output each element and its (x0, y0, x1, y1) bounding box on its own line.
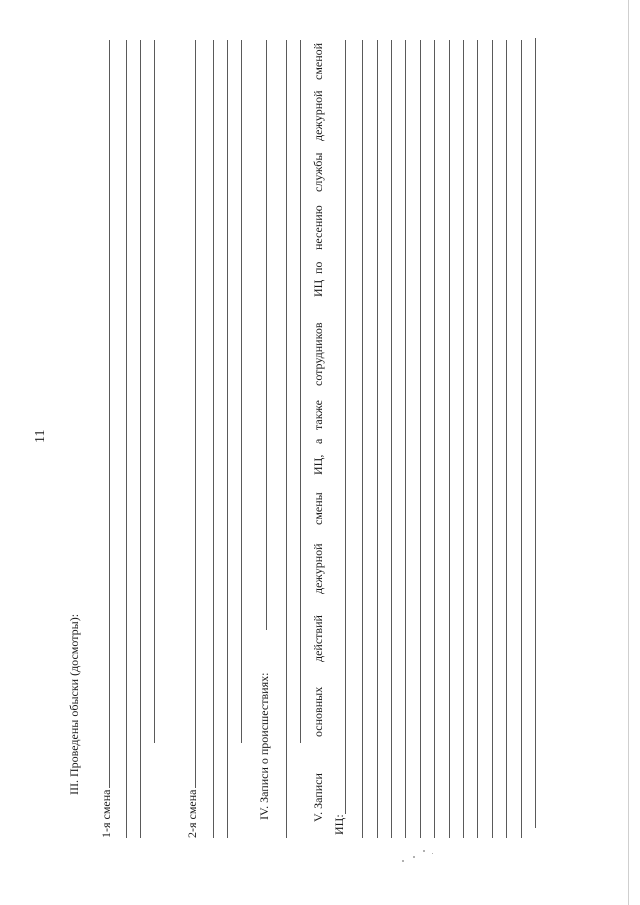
shift-1-entry-line-4 (154, 40, 155, 743)
section-5-word: дежурной (311, 90, 325, 141)
shift-1-entry-line-2 (126, 40, 127, 838)
section-5-word: службы (311, 152, 325, 192)
page-number: 11 (33, 429, 48, 443)
section-5-word: а (311, 438, 325, 444)
shift-2-entry-line-2 (213, 40, 214, 838)
activity-entry-line-14 (535, 38, 536, 828)
section-5-word: основных (311, 686, 325, 737)
section-5-word: сотрудников (311, 322, 325, 386)
scan-speck (423, 850, 425, 852)
activity-entry-line-10 (477, 40, 478, 838)
incident-entry-line-2 (286, 40, 287, 838)
section-5-word: ИЦ, (311, 454, 325, 475)
shift-2-entry-line-4 (241, 40, 242, 743)
section-5-continuation: ИЦ: (332, 814, 346, 835)
shift-2-entry-line-1 (195, 40, 196, 788)
scan-speck (402, 860, 404, 862)
incident-entry-line-3 (300, 40, 301, 743)
activity-entry-line-9 (463, 40, 464, 838)
shift-1-label: 1-я смена (99, 789, 113, 838)
activity-entry-line-12 (506, 40, 507, 838)
section-5-word: по (311, 261, 325, 274)
page-edge (628, 0, 629, 905)
section-3-title: III. Проведены обыски (досмотры): (67, 613, 81, 795)
shift-1-entry-line-1 (109, 40, 110, 788)
activity-entry-line-3 (377, 40, 378, 838)
section-4-title: IV. Записи о происшествиях: (257, 672, 271, 820)
scan-speck (413, 856, 415, 858)
incident-entry-line-1 (266, 40, 267, 630)
activity-entry-line-2 (362, 40, 363, 838)
section-5-word: смены (311, 492, 325, 525)
section-5-word: сменой (311, 42, 325, 80)
section-5-word: также (311, 399, 325, 430)
activity-entry-line-7 (434, 40, 435, 838)
activity-entry-line-5 (405, 40, 406, 838)
section-5-word: несению (311, 205, 325, 250)
activity-entry-line-8 (449, 40, 450, 838)
activity-entry-line-4 (391, 40, 392, 838)
section-5-word: дежурной (311, 543, 325, 594)
shift-1-entry-line-3 (140, 40, 141, 838)
shift-2-label: 2-я смена (185, 789, 199, 838)
shift-2-entry-line-3 (227, 40, 228, 838)
scan-speck (432, 853, 433, 854)
section-5-word: ИЦ (311, 279, 325, 297)
activity-entry-line-6 (420, 40, 421, 838)
section-5-word: действий (311, 615, 325, 662)
section-5-word: V. Записи (311, 773, 325, 822)
activity-entry-line-11 (492, 40, 493, 838)
activity-entry-line-1 (345, 40, 346, 814)
activity-entry-line-13 (521, 40, 522, 838)
